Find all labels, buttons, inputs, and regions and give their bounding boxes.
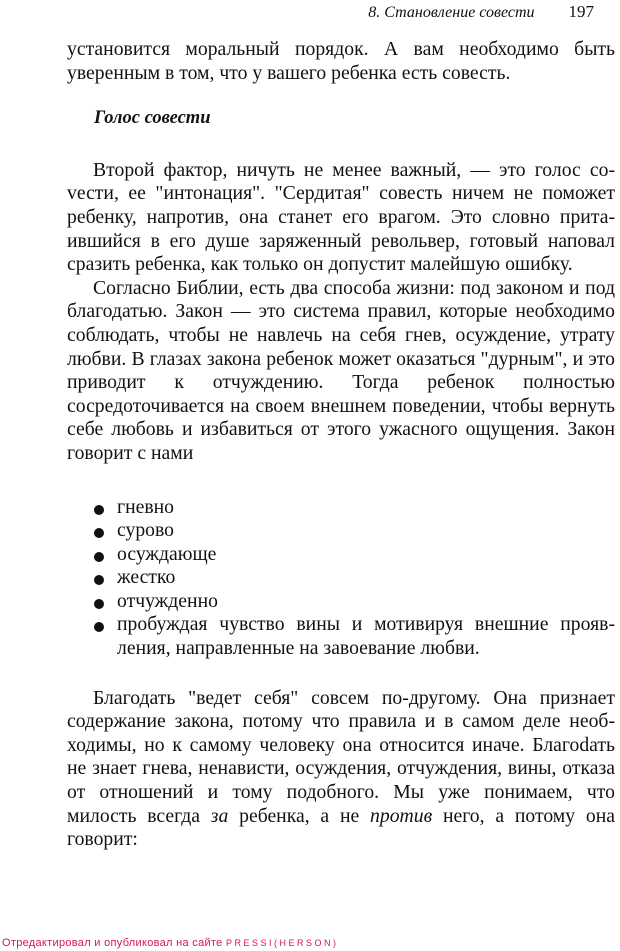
list-item-text: сурово: [117, 519, 175, 542]
list-item: [67, 613, 615, 660]
bullet-list: [67, 496, 615, 661]
paragraph-4-text-mid: ребенка, а не: [228, 804, 371, 827]
running-head: [368, 2, 594, 22]
page-number: 197: [568, 2, 594, 21]
footer-site-link[interactable]: PRESSI(HERSON): [225, 938, 339, 948]
publisher-footer: [2, 937, 338, 949]
emphasis-protiv: против: [370, 804, 433, 827]
list-item-text: осуждающе: [117, 542, 217, 565]
paragraph-3: Согласно Библии, есть два способа жизни: под законом и под благодатью. Закон — это система правил, которые необходимо соблюдать, чтобы не навлечь на себя гнев, осуждение, утрату любви. В глазах закона ребенок может оказаться "дурным", и это приводит к отчуждению. Тогда ребенок полностью сосредоточивается на своем внешнем поведении, чтобы вернуть себе любовь и избавиться от этого ужасного ощущения. Закон говорит с нами: [67, 276, 615, 464]
bullet-icon: [94, 599, 104, 609]
list-item: [67, 566, 615, 590]
bullet-icon: [94, 528, 104, 538]
paragraph-2: Второй фактор, ничуть не менее важный, — это голос соvести, ее "интонация". "Сердитая" совесть ничем не поможет ребенку, напротив, она станет его врагом. Это словно притаившийся в его душе заряженный револьвер, готовый наповал сразить ребенка, как только он допустит малейшую ошибку.: [67, 158, 615, 276]
bullet-icon: [94, 622, 104, 632]
bullet-icon: [94, 505, 104, 515]
bullet-icon: [94, 575, 104, 585]
footer-note-text: Отредактировал и опубликовал на сайте: [2, 937, 226, 949]
emphasis-za: за: [210, 804, 229, 827]
paragraph-4-text: Благодать "ведет себя" совсем по-другому. Она признает содержание закона, потому что правила и в самом деле необходимы, но к самому человеку она относится иначе. Благоdать не знает гнева, ненависти, осуждения, отчуждения, вины, отказа от отношений и тому подобного. Мы уже понимаем, что милость всегда: [67, 686, 615, 827]
list-item: [67, 543, 615, 567]
paragraph-4-text-end: него, а потому она говорит:: [67, 804, 615, 851]
list-item-text: жестко: [117, 566, 176, 589]
list-item: [67, 496, 615, 520]
list-item-text: отчужденно: [117, 589, 218, 612]
bullet-icon: [94, 552, 104, 562]
list-item: [67, 519, 615, 543]
paragraph-4: [67, 687, 615, 852]
list-item: [67, 590, 615, 614]
list-item-text: пробуждая чувство вины и мотивируя внешние проявления, направленные на завоевание любви.: [117, 613, 615, 660]
paragraph-1: установится моральный порядок. А вам необходимо быть уверенным в том, что у вашего ребенка есть совесть.: [67, 38, 615, 84]
chapter-title: 8. Становление совести: [368, 4, 535, 21]
list-item-text: гневно: [117, 495, 175, 518]
section-heading: Голос совести: [94, 108, 211, 129]
page-body: [67, 38, 615, 852]
